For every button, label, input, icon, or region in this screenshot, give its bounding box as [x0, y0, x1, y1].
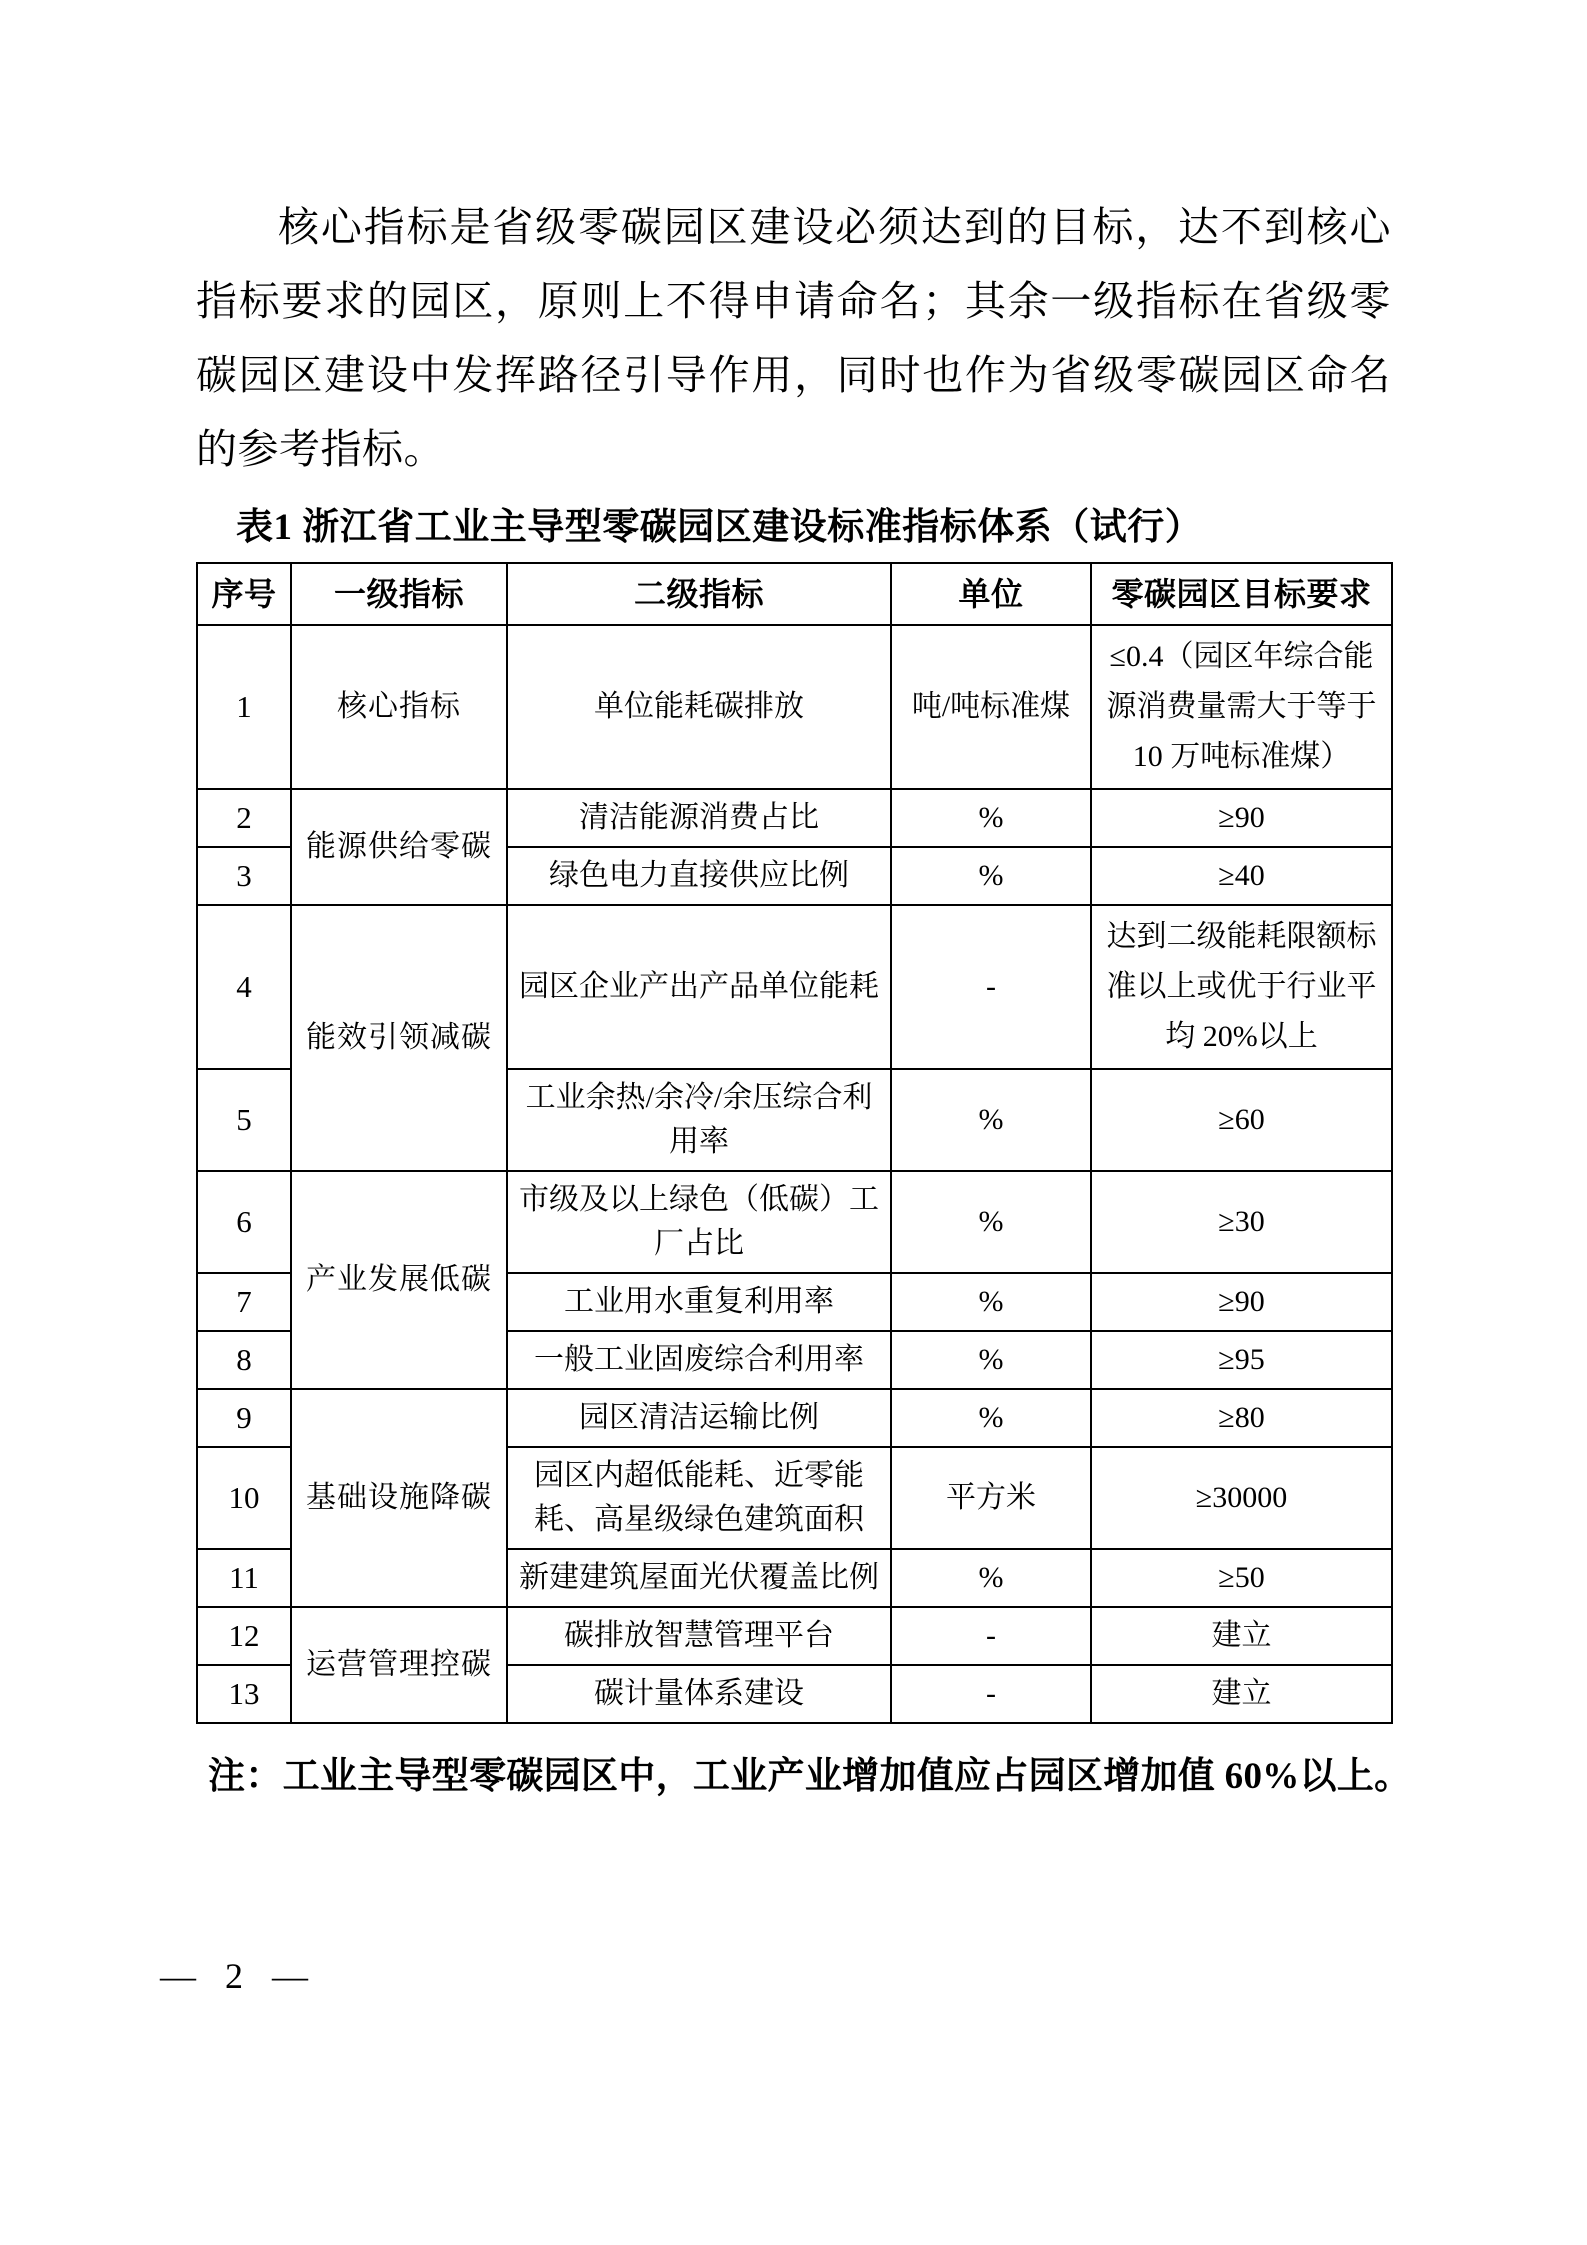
- th-secondary-indicator: 二级指标: [507, 563, 891, 625]
- table-row: [197, 789, 1392, 847]
- cell-unit: %: [891, 1389, 1091, 1447]
- paragraph-line-4: 的参考指标。: [196, 426, 445, 472]
- cell-target-requirement: ≥80: [1091, 1389, 1392, 1447]
- cell-unit: %: [891, 1069, 1091, 1171]
- cell-secondary-indicator: 清洁能源消费占比: [507, 789, 891, 847]
- cell-target-requirement: ≥60: [1091, 1069, 1392, 1171]
- cell-serial-number: 10: [197, 1447, 291, 1549]
- cell-serial-number: 9: [197, 1389, 291, 1447]
- paragraph-line-2: 指 标 要 求 的 园 区 ， 原 则 上 不 得 申 请 命 名 ； 其 余 一 级 指 标 在 省 级 零: [196, 278, 1391, 324]
- cell-unit: %: [891, 789, 1091, 847]
- cell-primary-indicator: 产业发展低碳: [291, 1171, 507, 1389]
- cell-unit: %: [891, 1331, 1091, 1389]
- cell-secondary-indicator: 市级及以上绿色（低碳）工厂占比: [507, 1171, 891, 1273]
- cell-target-requirement: ≤0.4（园区年综合能源消费量需大于等于 10 万吨标准煤）: [1091, 625, 1392, 789]
- cell-target-requirement: ≥90: [1091, 789, 1392, 847]
- cell-primary-indicator: 核心指标: [291, 625, 507, 789]
- cell-secondary-indicator: 绿色电力直接供应比例: [507, 847, 891, 905]
- table-caption: 表1 浙江省工业主导型零碳园区建设标准指标体系（试行）: [236, 507, 1203, 548]
- cell-secondary-indicator: 园区内超低能耗、近零能耗、高星级绿色建筑面积: [507, 1447, 891, 1549]
- cell-serial-number: 7: [197, 1273, 291, 1331]
- table-row: [197, 625, 1392, 789]
- cell-secondary-indicator: 碳计量体系建设: [507, 1665, 891, 1723]
- cell-serial-number: 6: [197, 1171, 291, 1273]
- table-row: [197, 905, 1392, 1069]
- cell-target-requirement: ≥40: [1091, 847, 1392, 905]
- th-primary-indicator: 一级指标: [291, 563, 507, 625]
- cell-unit: %: [891, 1171, 1091, 1273]
- cell-serial-number: 11: [197, 1549, 291, 1607]
- th-target-requirement: 零碳园区目标要求: [1091, 563, 1392, 625]
- page-footer: — 2 —: [160, 1956, 318, 1996]
- cell-target-requirement: 达到二级能耗限额标准以上或优于行业平均 20%以上: [1091, 905, 1392, 1069]
- paragraph-line-3: 碳 园 区 建 设 中 发 挥 路 径 引 导 作 用 ， 同 时 也 作 为 省 级 零 碳 园 区 命 名: [196, 352, 1391, 398]
- cell-secondary-indicator: 园区清洁运输比例: [507, 1389, 891, 1447]
- cell-target-requirement: 建立: [1091, 1607, 1392, 1665]
- cell-serial-number: 13: [197, 1665, 291, 1723]
- cell-serial-number: 12: [197, 1607, 291, 1665]
- cell-unit: %: [891, 1549, 1091, 1607]
- cell-primary-indicator: 运营管理控碳: [291, 1607, 507, 1723]
- cell-serial-number: 2: [197, 789, 291, 847]
- cell-unit: 吨/吨标准煤: [891, 625, 1091, 789]
- cell-secondary-indicator: 单位能耗碳排放: [507, 625, 891, 789]
- cell-unit: -: [891, 1607, 1091, 1665]
- cell-serial-number: 5: [197, 1069, 291, 1171]
- cell-secondary-indicator: 园区企业产出产品单位能耗: [507, 905, 891, 1069]
- cell-unit: %: [891, 847, 1091, 905]
- table-row: [197, 1389, 1392, 1447]
- cell-target-requirement: ≥30000: [1091, 1447, 1392, 1549]
- indicator-system-table: [196, 562, 1393, 1724]
- paragraph-line-1: 核 心 指 标 是 省 级 零 碳 园 区 建 设 必 须 达 到 的 目 标 ， 达 不 到 核 心: [278, 204, 1391, 250]
- cell-secondary-indicator: 新建建筑屋面光伏覆盖比例: [507, 1549, 891, 1607]
- cell-secondary-indicator: 工业余热/余冷/余压综合利用率: [507, 1069, 891, 1171]
- table-row: [197, 1171, 1392, 1273]
- cell-target-requirement: ≥95: [1091, 1331, 1392, 1389]
- cell-unit: 平方米: [891, 1447, 1091, 1549]
- cell-secondary-indicator: 一般工业固废综合利用率: [507, 1331, 891, 1389]
- cell-primary-indicator: 能效引领减碳: [291, 905, 507, 1171]
- cell-unit: %: [891, 1273, 1091, 1331]
- body-paragraph: [196, 190, 1391, 486]
- cell-unit: -: [891, 1665, 1091, 1723]
- cell-secondary-indicator: 工业用水重复利用率: [507, 1273, 891, 1331]
- page-content: [196, 190, 1412, 1806]
- table-note: 注：工业主导型零碳园区中，工业产业增加值应占园区增加值 60%以上。: [208, 1756, 1412, 1797]
- cell-target-requirement: ≥90: [1091, 1273, 1392, 1331]
- cell-target-requirement: 建立: [1091, 1665, 1392, 1723]
- cell-serial-number: 4: [197, 905, 291, 1069]
- th-serial-number: 序号: [197, 563, 291, 625]
- table-body: [197, 625, 1392, 1723]
- cell-primary-indicator: 能源供给零碳: [291, 789, 507, 905]
- cell-primary-indicator: 基础设施降碳: [291, 1389, 507, 1607]
- cell-serial-number: 8: [197, 1331, 291, 1389]
- cell-serial-number: 3: [197, 847, 291, 905]
- cell-target-requirement: ≥50: [1091, 1549, 1392, 1607]
- cell-target-requirement: ≥30: [1091, 1171, 1392, 1273]
- cell-secondary-indicator: 碳排放智慧管理平台: [507, 1607, 891, 1665]
- table-row: [197, 1607, 1392, 1665]
- table-header-row: [197, 563, 1392, 625]
- th-unit: 单位: [891, 563, 1091, 625]
- cell-serial-number: 1: [197, 625, 291, 789]
- cell-unit: -: [891, 905, 1091, 1069]
